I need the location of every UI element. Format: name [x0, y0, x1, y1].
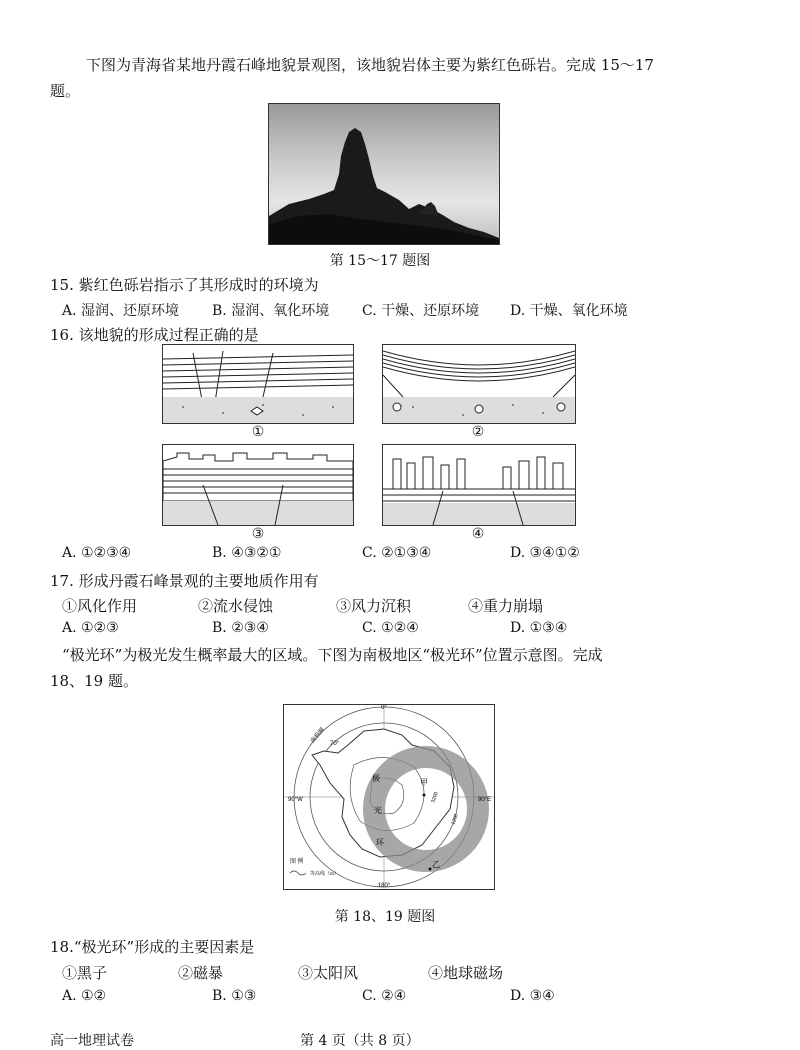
- q15-option-c[interactable]: C. 干燥、还原环境: [362, 303, 480, 319]
- q15-option-a[interactable]: A. 湿润、还原环境: [62, 303, 180, 319]
- diagram-4-label: ④: [471, 526, 485, 542]
- q15-option-b[interactable]: B. 湿润、氧化环境: [212, 303, 330, 319]
- map-legend-item: 等高线（m）: [310, 872, 339, 877]
- q18-option-b[interactable]: B. ①③: [212, 988, 257, 1004]
- q16-option-b[interactable]: B. ④③②①: [212, 545, 282, 561]
- map-label-jia: 甲: [420, 778, 428, 787]
- q16-option-a[interactable]: A. ①②③④: [62, 545, 132, 561]
- map-label-circle: 南极圈: [309, 726, 327, 745]
- danxia-photo: [268, 103, 500, 245]
- q17-option-c[interactable]: C. ①②④: [362, 620, 419, 636]
- q15-option-d[interactable]: D. 干燥、氧化环境: [510, 303, 628, 319]
- diagram-1-drawing: [163, 345, 353, 423]
- diagram-3-label: ③: [251, 526, 265, 542]
- footer-page-number: 第 4 页（共 8 页）: [300, 1033, 420, 1049]
- q18-item-1: ①黑子: [62, 964, 108, 982]
- q18-item-4: ④地球磁场: [428, 964, 504, 982]
- q17-item-4: ④重力崩塌: [468, 597, 544, 615]
- q17-item-3: ③风力沉积: [336, 597, 412, 615]
- q17-option-a[interactable]: A. ①②③: [62, 620, 119, 636]
- map-label-right: 90°E: [478, 797, 492, 803]
- q18-option-d[interactable]: D. ③④: [510, 988, 555, 1004]
- map-ring-char-3: 环: [376, 838, 384, 847]
- q16-option-d[interactable]: D. ③④①②: [510, 545, 580, 561]
- map-contour-1: 3200: [430, 791, 440, 804]
- legend-contour-symbol: [290, 871, 306, 875]
- map-contour-2: 1200: [450, 813, 460, 826]
- intro2-text-line-1: “极光环”为极光发生概率最大的区域。下图为南极地区“极光环”位置示意图。完成: [62, 646, 603, 664]
- q18-stem: 18.“极光环”形成的主要因素是: [50, 938, 255, 956]
- map-label-bottom: 180°: [377, 883, 391, 889]
- map-label-top: 0°: [381, 705, 387, 711]
- antarctic-map-drawing: [284, 705, 494, 889]
- q18-item-3: ③太阳风: [298, 964, 359, 982]
- q17-stem: 17. 形成丹霞石峰景观的主要地质作用有: [50, 572, 319, 590]
- intro-text-line-2: 题。: [50, 82, 81, 100]
- figure2-caption: 第 18、19 题图: [334, 909, 436, 925]
- q18-option-c[interactable]: C. ②④: [362, 988, 407, 1004]
- map-legend-title: 图 例: [290, 859, 304, 865]
- q18-option-a[interactable]: A. ①②: [62, 988, 107, 1004]
- diagram-2-label: ②: [471, 424, 485, 440]
- map-ring-char-2: 光: [374, 806, 382, 815]
- diagram-3: [162, 444, 354, 526]
- intro2-text-line-2: 18、19 题。: [50, 672, 138, 690]
- map-label-lat: 70°: [330, 741, 340, 747]
- q15-stem: 15. 紫红色砾岩指示了其形成时的环境为: [50, 276, 319, 294]
- map-ring-char-1: 极: [372, 774, 380, 783]
- map-label-yi: 乙: [432, 860, 440, 869]
- q16-option-c[interactable]: C. ②①③④: [362, 545, 432, 561]
- q17-item-1: ①风化作用: [62, 597, 138, 615]
- diagram-4-drawing: [383, 445, 575, 525]
- antarctic-aurora-map: [283, 704, 495, 890]
- diagram-1: [162, 344, 354, 424]
- page-footer: [0, 1030, 800, 1050]
- intro-text-line-1: 下图为青海省某地丹霞石峰地貌景观图，该地貌岩体主要为紫红色砾岩。完成 15～17: [86, 56, 654, 74]
- diagram-1-label: ①: [251, 424, 265, 440]
- map-label-left: 90°W: [288, 797, 303, 803]
- diagram-2: [382, 344, 576, 424]
- q17-item-2: ②流水侵蚀: [198, 597, 274, 615]
- q17-option-d[interactable]: D. ①③④: [510, 620, 568, 636]
- q16-stem: 16. 该地貌的形成过程正确的是: [50, 326, 259, 344]
- footer-title: 高一地理试卷: [50, 1033, 134, 1049]
- diagram-2-drawing: [383, 345, 575, 423]
- q17-option-b[interactable]: B. ②③④: [212, 620, 269, 636]
- danxia-photo-image: [269, 104, 499, 244]
- q18-item-2: ②磁暴: [178, 964, 224, 982]
- figure1-caption: 第 15～17 题图: [329, 253, 431, 269]
- diagram-3-drawing: [163, 445, 353, 525]
- diagram-4: [382, 444, 576, 526]
